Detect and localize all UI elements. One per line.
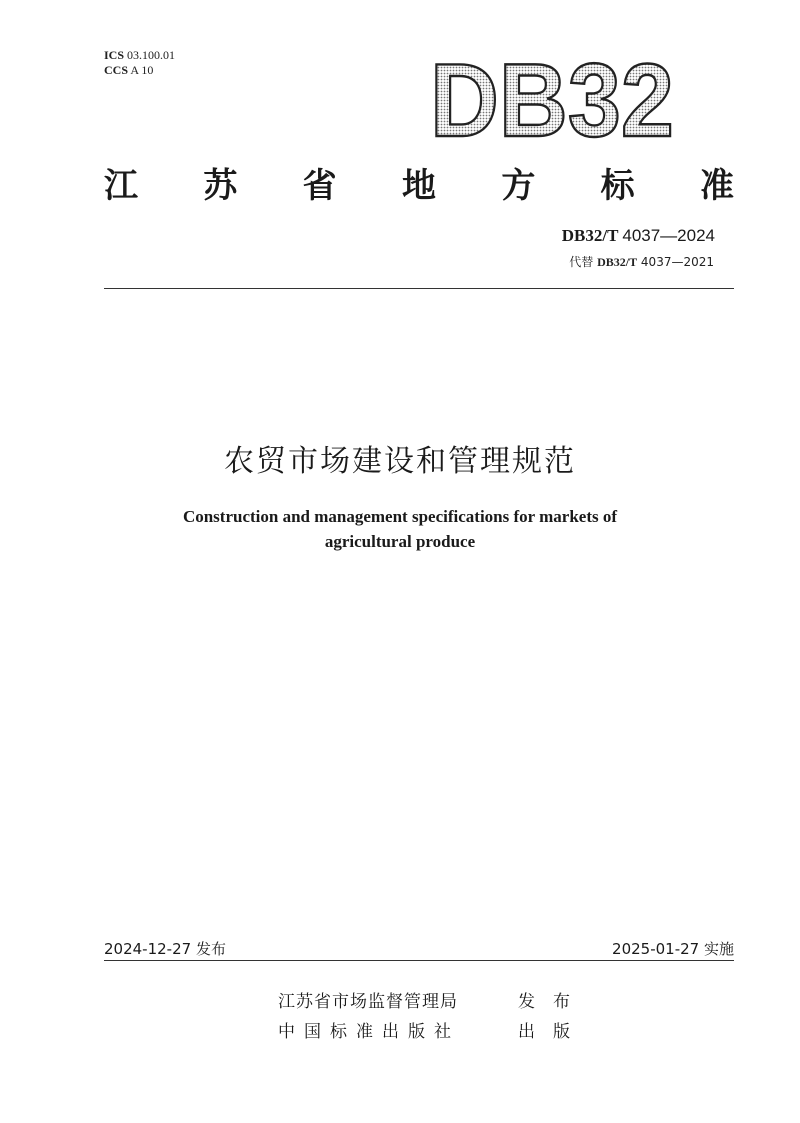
- ccs-label: CCS: [104, 63, 129, 77]
- replaces-number: 4037—2021: [640, 255, 714, 269]
- standard-number: [562, 226, 715, 246]
- standard-number-prefix: DB32/T: [561, 226, 619, 245]
- replaces-prefix: DB32/T: [597, 255, 638, 269]
- publishers: [278, 984, 588, 1044]
- db32-logo-text: DB32: [430, 48, 674, 146]
- classification-codes: [104, 48, 175, 78]
- publisher-row: [278, 984, 588, 1014]
- ics-label: ICS: [104, 48, 125, 62]
- top-divider: [104, 288, 734, 289]
- category-char: 省: [302, 165, 337, 206]
- category-char: 方: [501, 165, 536, 206]
- issue-date: 2024-12-27 发布: [104, 940, 226, 958]
- category-char: 江: [104, 165, 138, 206]
- publisher-row: [278, 1014, 588, 1044]
- bottom-divider: [104, 960, 734, 961]
- standard-number-value: 4037—2024: [622, 226, 715, 245]
- ccs-value: A 10: [130, 63, 154, 77]
- db32-logo: [428, 48, 678, 146]
- ics-value: 03.100.01: [127, 48, 176, 62]
- document-title-en-line1: Construction and management specifications for markets of: [182, 507, 618, 526]
- category-char: 标: [600, 165, 635, 206]
- publisher-role: 发布: [518, 991, 588, 1012]
- document-title-en: [0, 504, 800, 554]
- standard-category: [104, 160, 734, 204]
- ics-line: [104, 48, 175, 63]
- replaces-standard: [569, 253, 714, 270]
- publisher-role: 出版: [518, 1021, 588, 1042]
- document-title-cn: 农贸市场建设和管理规范: [224, 444, 576, 479]
- publisher-org: 江苏省市场监督管理局: [278, 991, 458, 1012]
- document-title-en-line2: agricultural produce: [324, 532, 476, 551]
- category-char: 准: [699, 165, 734, 206]
- ccs-line: [104, 63, 175, 78]
- category-char: 地: [401, 165, 436, 206]
- effective-date: 2025-01-27 实施: [612, 940, 734, 958]
- publisher-org: 中国标准出版社: [278, 1021, 460, 1042]
- category-char: 苏: [203, 165, 238, 206]
- replaces-label: 代替: [569, 255, 594, 269]
